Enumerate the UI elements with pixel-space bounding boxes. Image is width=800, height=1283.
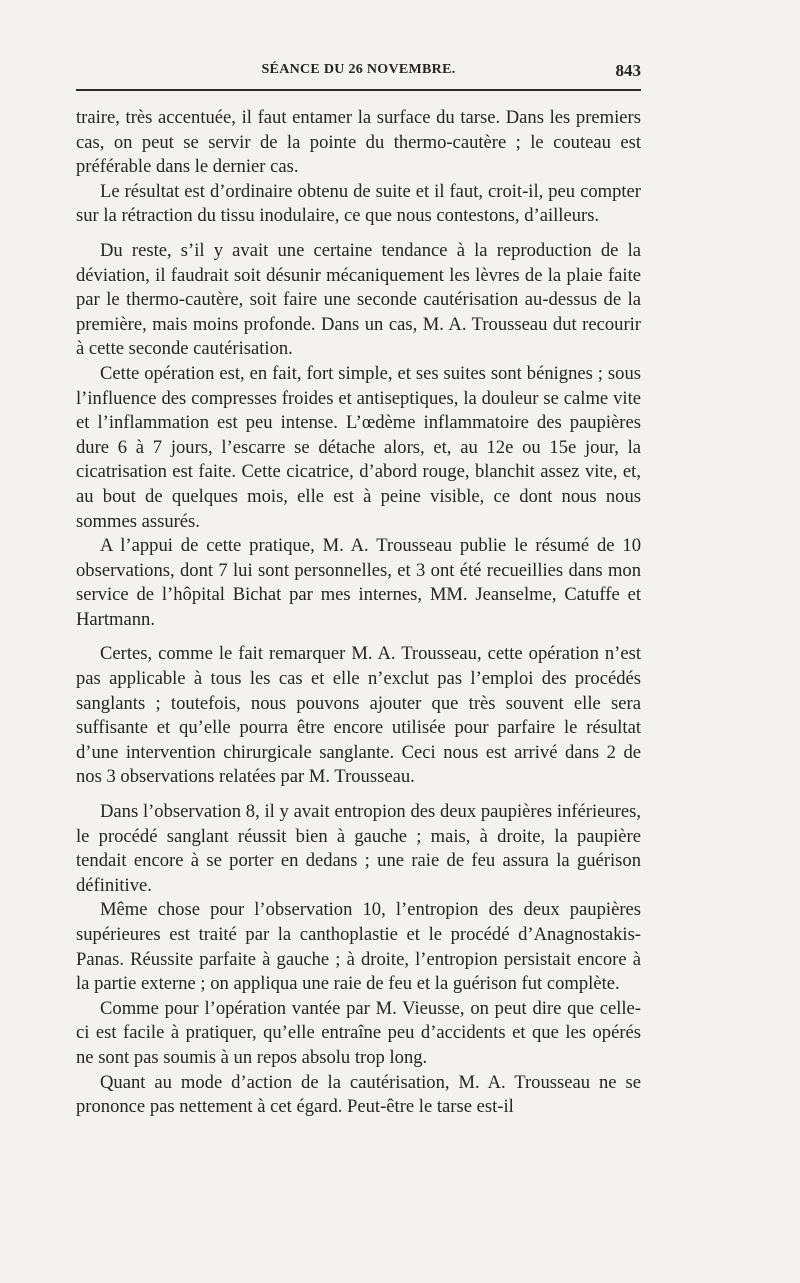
- paragraph: Cette opération est, en fait, fort simple, et ses suites sont bénignes ; sous l’influence des compresses froides et antiseptiques, la douleur se calme vite et l’inflammation est peu intense. L’œdème inflammatoire des paupières dure 6 à 7 jours, l’escarre se détache alors, et, au 12e ou 15e jour, la cicatrisation est faite. Cette cicatrice, d’abord rouge, blanchit assez vite, et, au bout de quelques mois, elle est à peine visible, ce dont nous nous sommes assurés.: [76, 362, 641, 532]
- paragraph: Certes, comme le fait remarquer M. A. Trousseau, cette opération n’est pas applicable à tous les cas et elle n’exclut pas l’emploi des procédés sanglants ; toutefois, nous pouvons ajouter que très souvent elle sera suffisante et qu’elle pourra être encore utilisée pour parfaire le résultat d’une intervention chirurgicale sanglante. Ceci nous est arrivé dans 2 de nos 3 observations relatées par M. Trousseau.: [76, 643, 641, 788]
- header-rule: [76, 89, 641, 91]
- paragraph: Dans l’observation 8, il y avait entropion des deux paupières inférieures, le procédé sanglant réussit bien à gauche ; mais, à droite, la paupière tendait encore à se porter en dedans ; une raie de feu assura la guérison définitive.: [76, 801, 641, 896]
- paragraph: Du reste, s’il y avait une certaine tendance à la reproduction de la déviation, il faudrait soit désunir mécaniquement les lèvres de la plaie faite par le thermo-cautère, soit faire une seconde cautérisation au-dessus de la première, mais moins profonde. Dans un cas, M. A. Trousseau dut recourir à cette seconde cautérisation.: [76, 239, 641, 360]
- paragraph: Quant au mode d’action de la cautérisation, M. A. Trousseau ne se prononce pas nettement à cet égard. Peut-être le tarse est-il: [76, 1071, 641, 1118]
- page-header: [76, 58, 641, 84]
- running-head: SÉANCE DU 26 NOVEMBRE.: [261, 62, 456, 77]
- paragraph: Même chose pour l’observation 10, l’entropion des deux paupières supérieures est traité par la canthoplastie et le procédé d’Anagnostakis-Panas. Réussite parfaite à gauche ; à droite, l’entropion persistait encore à la partie externe ; on appliqua une raie de feu et la guérison fut complète.: [76, 899, 641, 995]
- paragraph: Le résultat est d’ordinaire obtenu de suite et il faut, croit-il, peu compter sur la rétraction du tissu inodulaire, ce que nous contestons, d’ailleurs.: [76, 180, 641, 227]
- paragraph: Comme pour l’opération vantée par M. Vieusse, on peut dire que celle-ci est facile à pratiquer, qu’elle entraîne peu d’accidents et que les opérés ne sont pas soumis à un repos absolu trop long.: [76, 997, 641, 1068]
- page-number: 843: [615, 61, 641, 80]
- paragraph: traire, très accentuée, il faut entamer la surface du tarse. Dans les premiers cas, on peut se servir de la pointe du thermo-cautère ; le couteau est préférable dans le dernier cas.: [76, 107, 641, 178]
- paragraph: A l’appui de cette pratique, M. A. Trousseau publie le résumé de 10 observations, dont 7 lui sont personnelles, et 3 ont été recueillies dans mon service de l’hôpital Bichat par mes internes, MM. Jeanselme, Catuffe et Hartmann.: [76, 535, 641, 630]
- body-text: [76, 106, 641, 1120]
